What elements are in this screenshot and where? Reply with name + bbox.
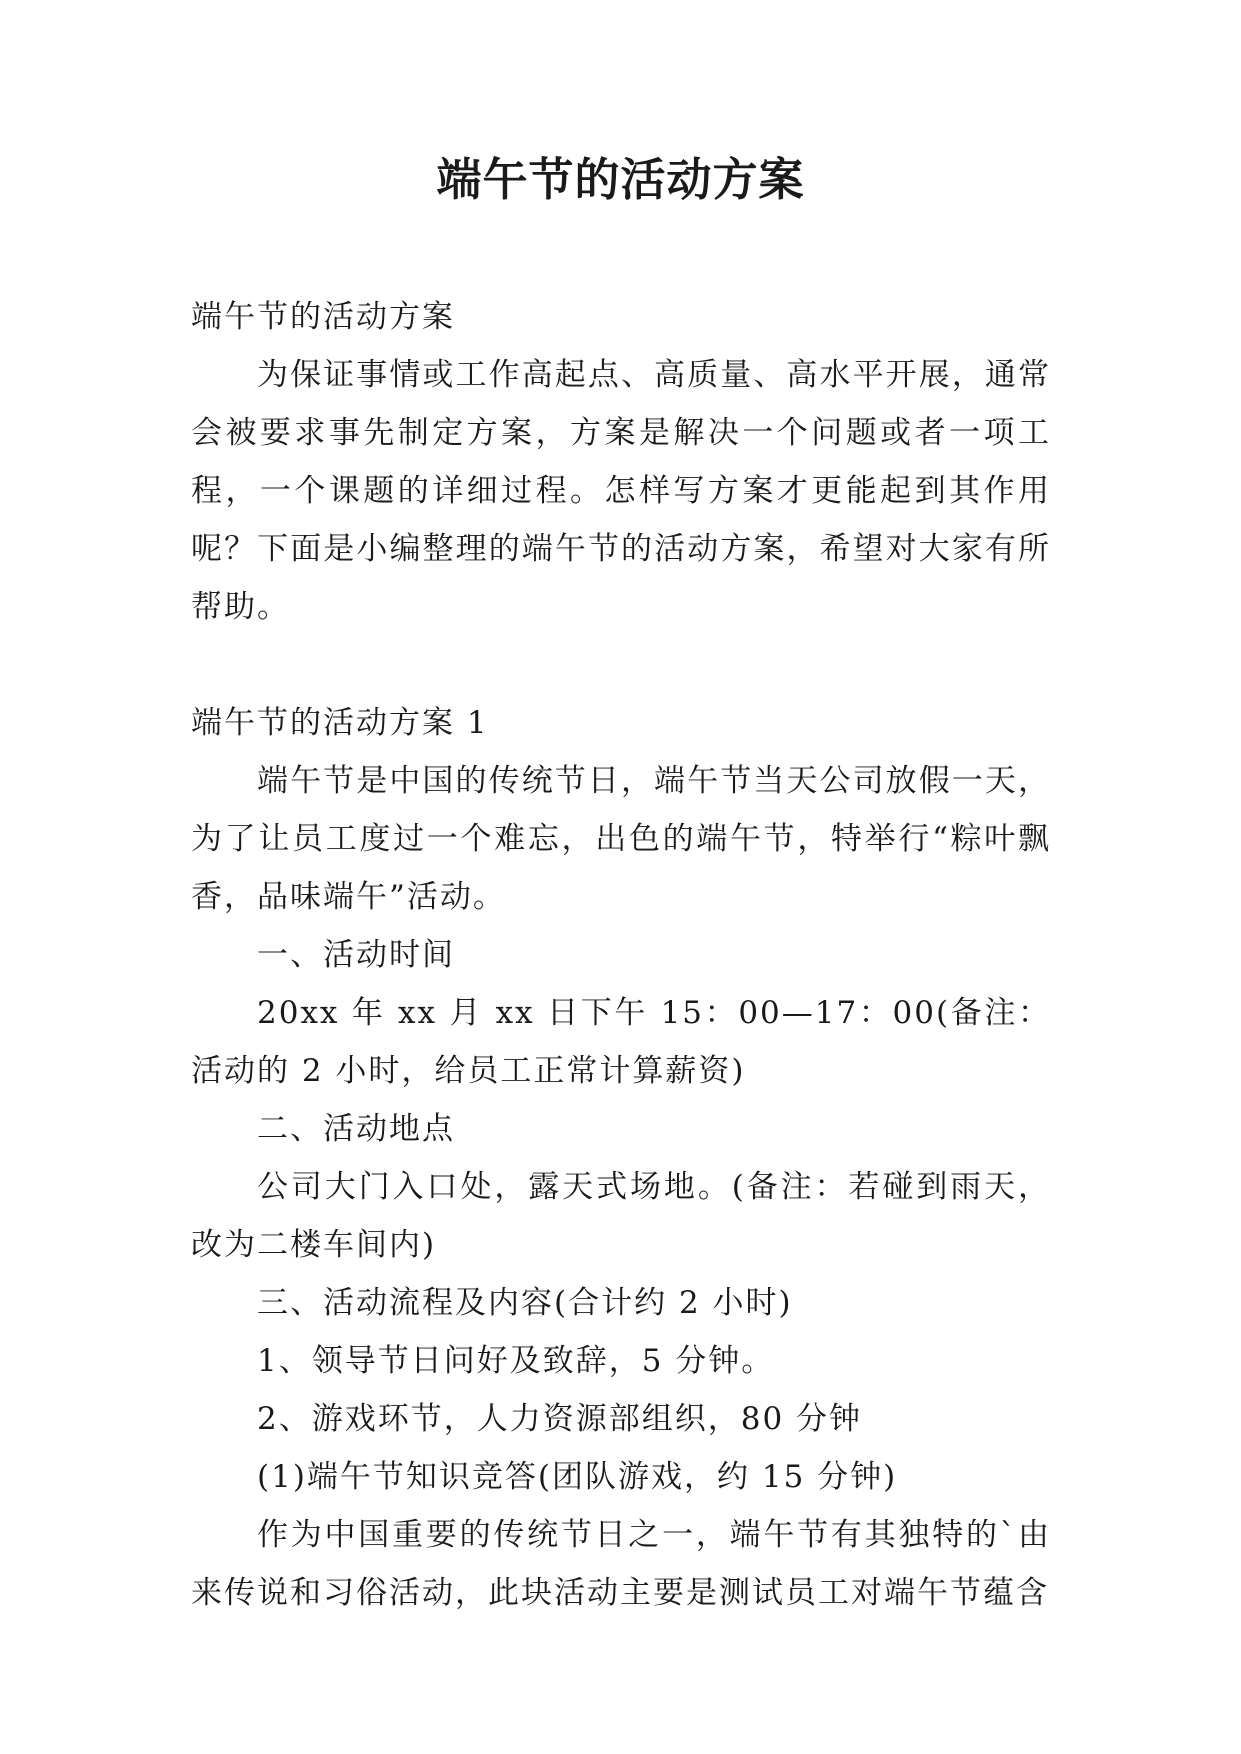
document-body: [191, 288, 1051, 1622]
place-text: 公司大门入口处，露天式场地。(备注：若碰到雨天，改为二楼车间内): [191, 1169, 1051, 1263]
flow-step: 2、游戏环节，人力资源部组织，80 分钟: [257, 1401, 863, 1437]
time-heading: 一、活动时间: [257, 937, 455, 973]
time-text: 20xx 年 xx 月 xx 日下午 15：00—17：00(备注：活动的 2 小时，给员工正常计算薪资): [191, 995, 1051, 1089]
section-spacer: [191, 636, 1051, 694]
section-paragraph: 端午节是中国的传统节日，端午节当天公司放假一天，为了让员工度过一个难忘，出色的端午节，特举行“粽叶飘香，品味端午”活动。: [191, 763, 1051, 915]
flow-substep-text: 作为中国重要的传统节日之一，端午节有其独特的`由来传说和习俗活动，此块活动主要是测试员工对端午节蕴含: [191, 1517, 1051, 1611]
flow-substep: (1)端午节知识竞答(团队游戏，约 15 分钟): [257, 1459, 898, 1495]
flow-step: 1、领导节日问好及致辞，5 分钟。: [257, 1343, 775, 1379]
flow-heading: 三、活动流程及内容(合计约 2 小时): [257, 1285, 793, 1321]
intro-heading: 端午节的活动方案: [191, 299, 455, 335]
section-heading: 端午节的活动方案 1: [191, 705, 489, 741]
place-heading: 二、活动地点: [257, 1111, 455, 1147]
intro-paragraph: 为保证事情或工作高起点、高质量、高水平开展，通常会被要求事先制定方案，方案是解决一个问题或者一项工程，一个课题的详细过程。怎样写方案才更能起到其作用呢？下面是小编整理的端午节的活动方案，希望对大家有所帮助。: [191, 357, 1051, 625]
document-title: 端午节的活动方案: [436, 153, 805, 206]
